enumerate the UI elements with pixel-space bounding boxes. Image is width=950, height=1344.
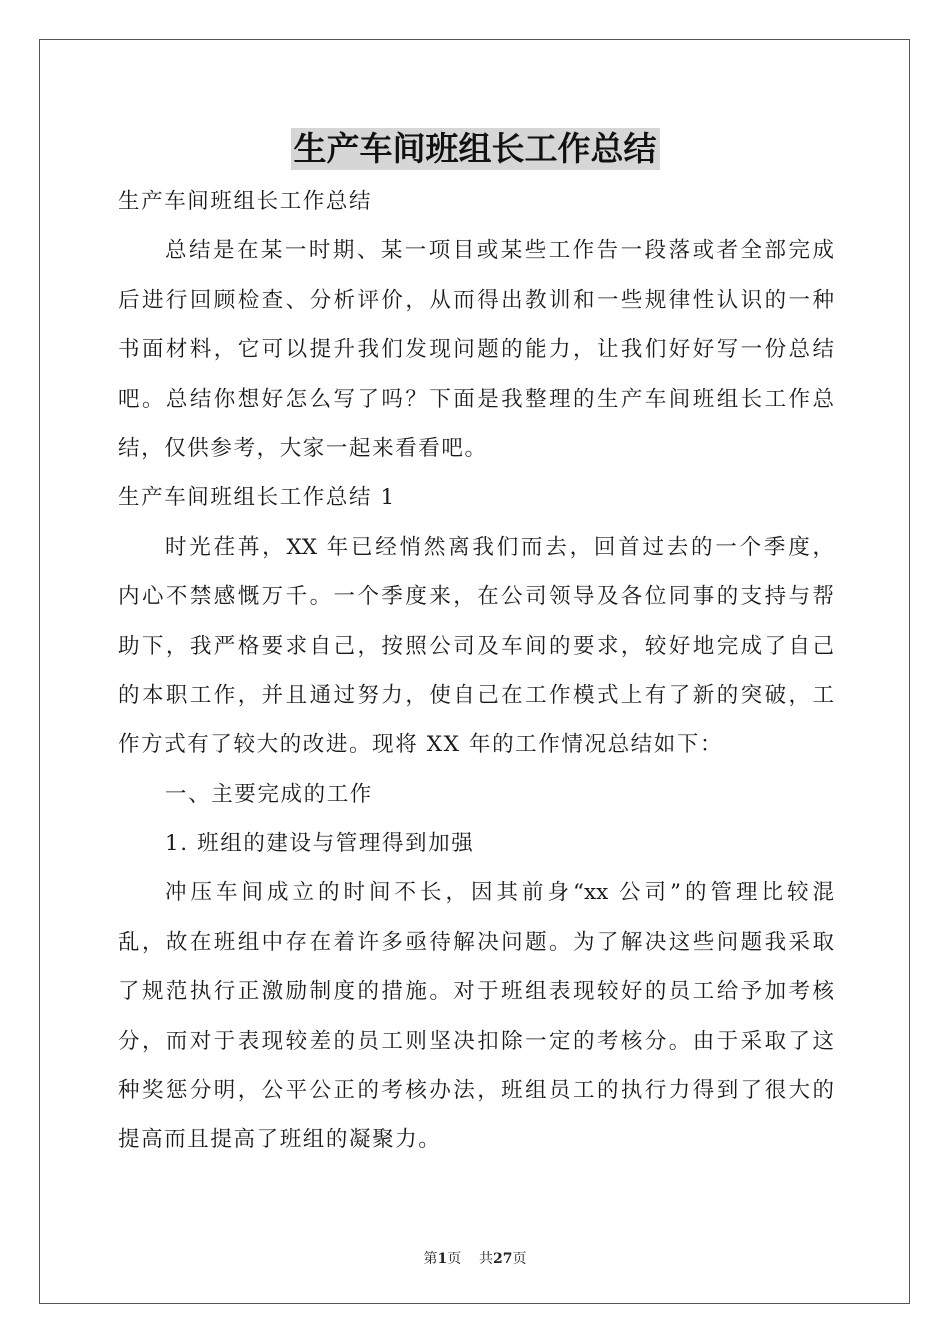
total-prefix: 共 [479, 1251, 494, 1267]
text-line: 冲压车间成立的时间不长，因其前身“xx 公司”的管理比较混 [165, 880, 834, 906]
text-line: 生产车间班组长工作总结 1 [118, 485, 396, 511]
text-line: 生产车间班组长工作总结 [118, 189, 373, 214]
text-line: 提高而且提高了班组的凝聚力。 [118, 1127, 442, 1153]
text-line: 助下，我严格要求自己，按照公司及车间的要求，较好地完成了自己 [118, 633, 834, 659]
text-line: 了规范执行正激励制度的措施。对于班组表现较好的员工给予加考核 [118, 979, 834, 1005]
document-body [118, 177, 834, 1165]
page-prefix: 第 [423, 1251, 438, 1267]
text-line: 书面材料，它可以提升我们发现问题的能力，让我们好好写一份总结 [118, 337, 834, 363]
text-line: 总结是在某一时期、某一项目或某些工作告一段落或者全部完成 [165, 238, 834, 264]
page-footer [0, 1248, 950, 1268]
text-line: 种奖惩分明，公平公正的考核办法，班组员工的执行力得到了很大的 [118, 1078, 834, 1104]
text-line: 一、主要完成的工作 [165, 781, 373, 807]
text-line: 后进行回顾检查、分析评价，从而得出教训和一些规律性认识的一种 [118, 287, 834, 313]
text-line: 时光荏苒，XX 年已经悄然离我们而去，回首过去的一个季度， [165, 534, 834, 560]
text-line: 吧。总结你想好怎么写了吗？下面是我整理的生产车间班组长工作总 [118, 386, 834, 412]
document-title [0, 128, 950, 170]
text-line: 作方式有了较大的改进。现将 XX 年的工作情况总结如下： [118, 732, 724, 758]
text-line: 1. 班组的建设与管理得到加强 [165, 831, 475, 857]
page-suffix: 页 [447, 1251, 462, 1267]
text-line: 结，仅供参考，大家一起来看看吧。 [118, 435, 488, 461]
text-line: 分，而对于表现较差的员工则坚决扣除一定的考核分。由于采取了这 [118, 1028, 834, 1054]
page-number: 1 [437, 1251, 448, 1267]
text-line: 内心不禁感慨万千。一个季度来，在公司领导及各位同事的支持与帮 [118, 584, 834, 610]
text-line: 的本职工作，并且通过努力，使自己在工作模式上有了新的突破，工 [118, 682, 834, 708]
total-suffix: 页 [512, 1251, 527, 1267]
total-pages: 27 [493, 1251, 513, 1267]
document-title-text: 生产车间班组长工作总结 [291, 128, 660, 170]
text-line: 乱，故在班组中存在着许多亟待解决问题。为了解决这些问题我采取 [118, 929, 834, 955]
